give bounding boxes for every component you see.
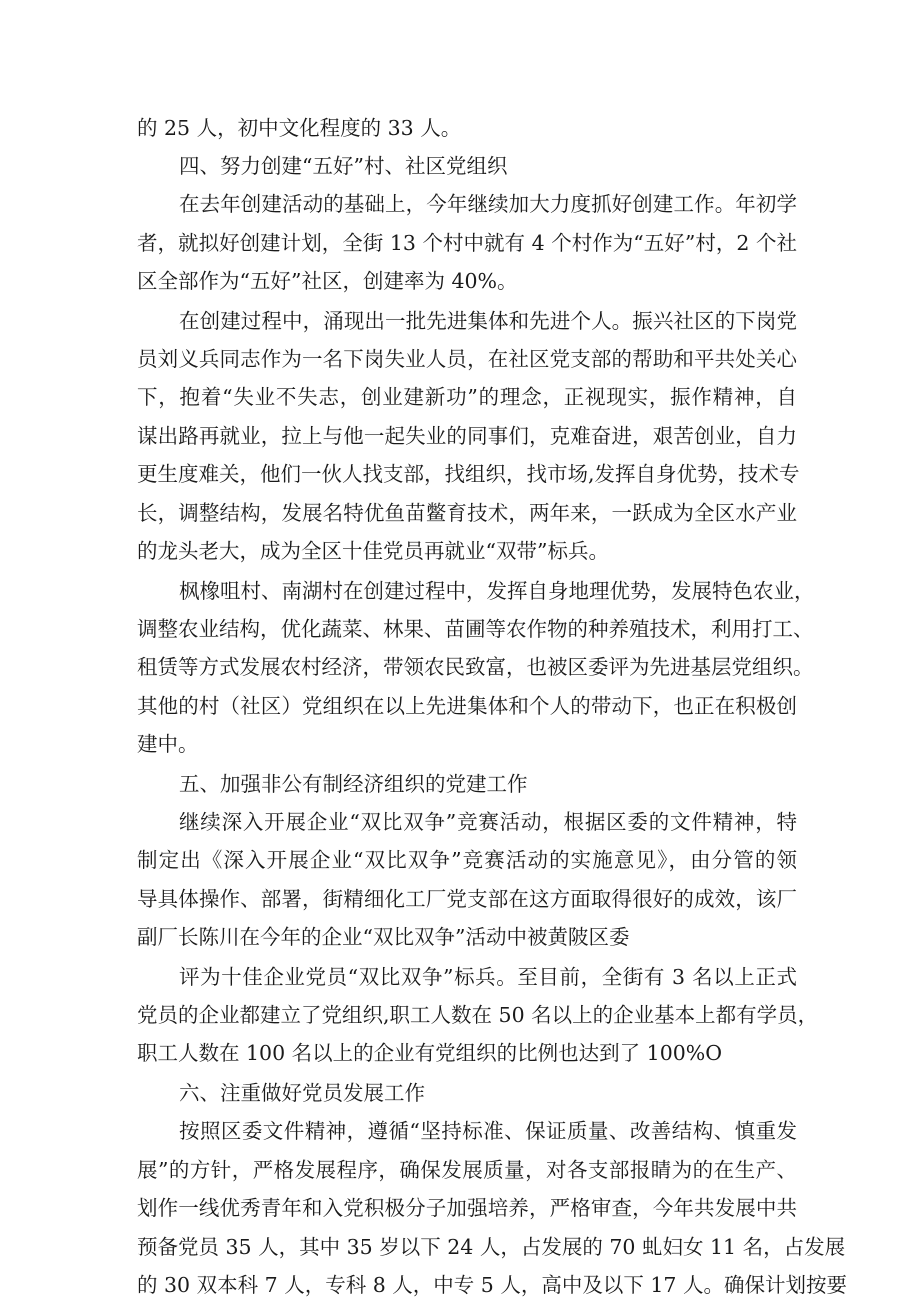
text-line: 员刘义兵同志作为一名下岗失业人员，在社区党支部的帮助和平共处关心 [137, 347, 797, 371]
text-line: 制定出《深入开展企业“双比双争”竞赛活动的实施意见》，由分管的领 [137, 848, 797, 872]
text-line: 党员的企业都建立了党组织,职工人数在 50 名以上的企业基本上都有学员， [137, 1003, 819, 1027]
text-line: 划作一线优秀青年和入党积极分子加强培养，严格审查，今年共发展中共 [137, 1196, 797, 1220]
text-line: 的龙头老大，成为全区十佳党员再就业“双带”标兵。 [137, 539, 609, 563]
text-line: 职工人数在 100 名以上的企业有党组织的比例也达到了 100%O [137, 1041, 723, 1065]
text-line: 的 30 双本科 7 人，专科 8 人，中专 5 人，高中及以下 17 人。确保计划按要 [137, 1273, 847, 1297]
text-line: 其他的村（社区）党组织在以上先进集体和个人的带动下，也正在积极创 [137, 694, 797, 718]
text-line: 枫橡咀村、南湖村在创建过程中，发挥自身地理优势，发展特色农业， [179, 579, 815, 603]
text-line: 在创建过程中，涌现出一批先进集体和先进个人。振兴社区的下岗党 [179, 309, 797, 333]
text-line: 的 25 人，初中文化程度的 33 人。 [137, 116, 462, 140]
text-line: 评为十佳企业党员“双比双争”标兵。至目前，全街有 3 名以上正式 [179, 965, 797, 989]
text-line: 继续深入开展企业“双比双争”竞赛活动，根据区委的文件精神，特 [179, 810, 797, 834]
text-line: 导具体操作、部署，街精细化工厂党支部在这方面取得很好的成效，该厂 [137, 887, 797, 911]
text-line: 在去年创建活动的基础上，今年继续加大力度抓好创建工作。年初学 [179, 192, 797, 216]
text-line: 区全部作为“五好”社区，创建率为 40%。 [137, 269, 518, 293]
text-line: 租赁等方式发展农村经济，带领农民致富，也被区委评为先进基层党组织。 [137, 655, 814, 679]
text-line: 下，抱着“失业不失志，创业建新功”的理念，正视现实，振作精神，自 [137, 385, 797, 409]
section-heading-6: 六、注重做好党员发展工作 [179, 1081, 425, 1105]
text-line: 建中。 [137, 732, 199, 756]
text-line: 长，调整结构，发展名特优鱼苗鳖育技术，两年来，一跃成为全区水产业 [137, 501, 797, 525]
text-line: 调整农业结构，优化蔬菜、林果、苗圃等农作物的种养殖技术，利用打工、 [137, 617, 814, 641]
text-line: 副厂长陈川在今年的企业“双比双争”活动中被黄陂区委 [137, 925, 630, 949]
text-line: 更生度难关，他们一伙人找支部，找组织，找市场,发挥自身优势，技术专 [137, 462, 800, 486]
text-line: 谋出路再就业，拉上与他一起失业的同事们，克难奋进，艰苦创业，自力 [137, 424, 797, 448]
text-line: 者，就拟好创建计划，全街 13 个村中就有 4 个村作为“五好”村，2 个社 [137, 231, 797, 255]
text-line: 展”的方针，严格发展程序，确保发展质量，对各支部报睛为的在生产、 [137, 1158, 797, 1182]
text-line: 预备党员 35 人，其中 35 岁以下 24 人，占发展的 70 虬妇女 11 名，占发展 [137, 1235, 846, 1259]
section-heading-5: 五、加强非公有制经济组织的党建工作 [179, 772, 528, 796]
text-line: 按照区委文件精神，遵循“坚持标准、保证质量、改善结构、慎重发 [179, 1119, 797, 1143]
section-heading-4: 四、努力创建“五好”村、社区党组织 [179, 154, 508, 178]
